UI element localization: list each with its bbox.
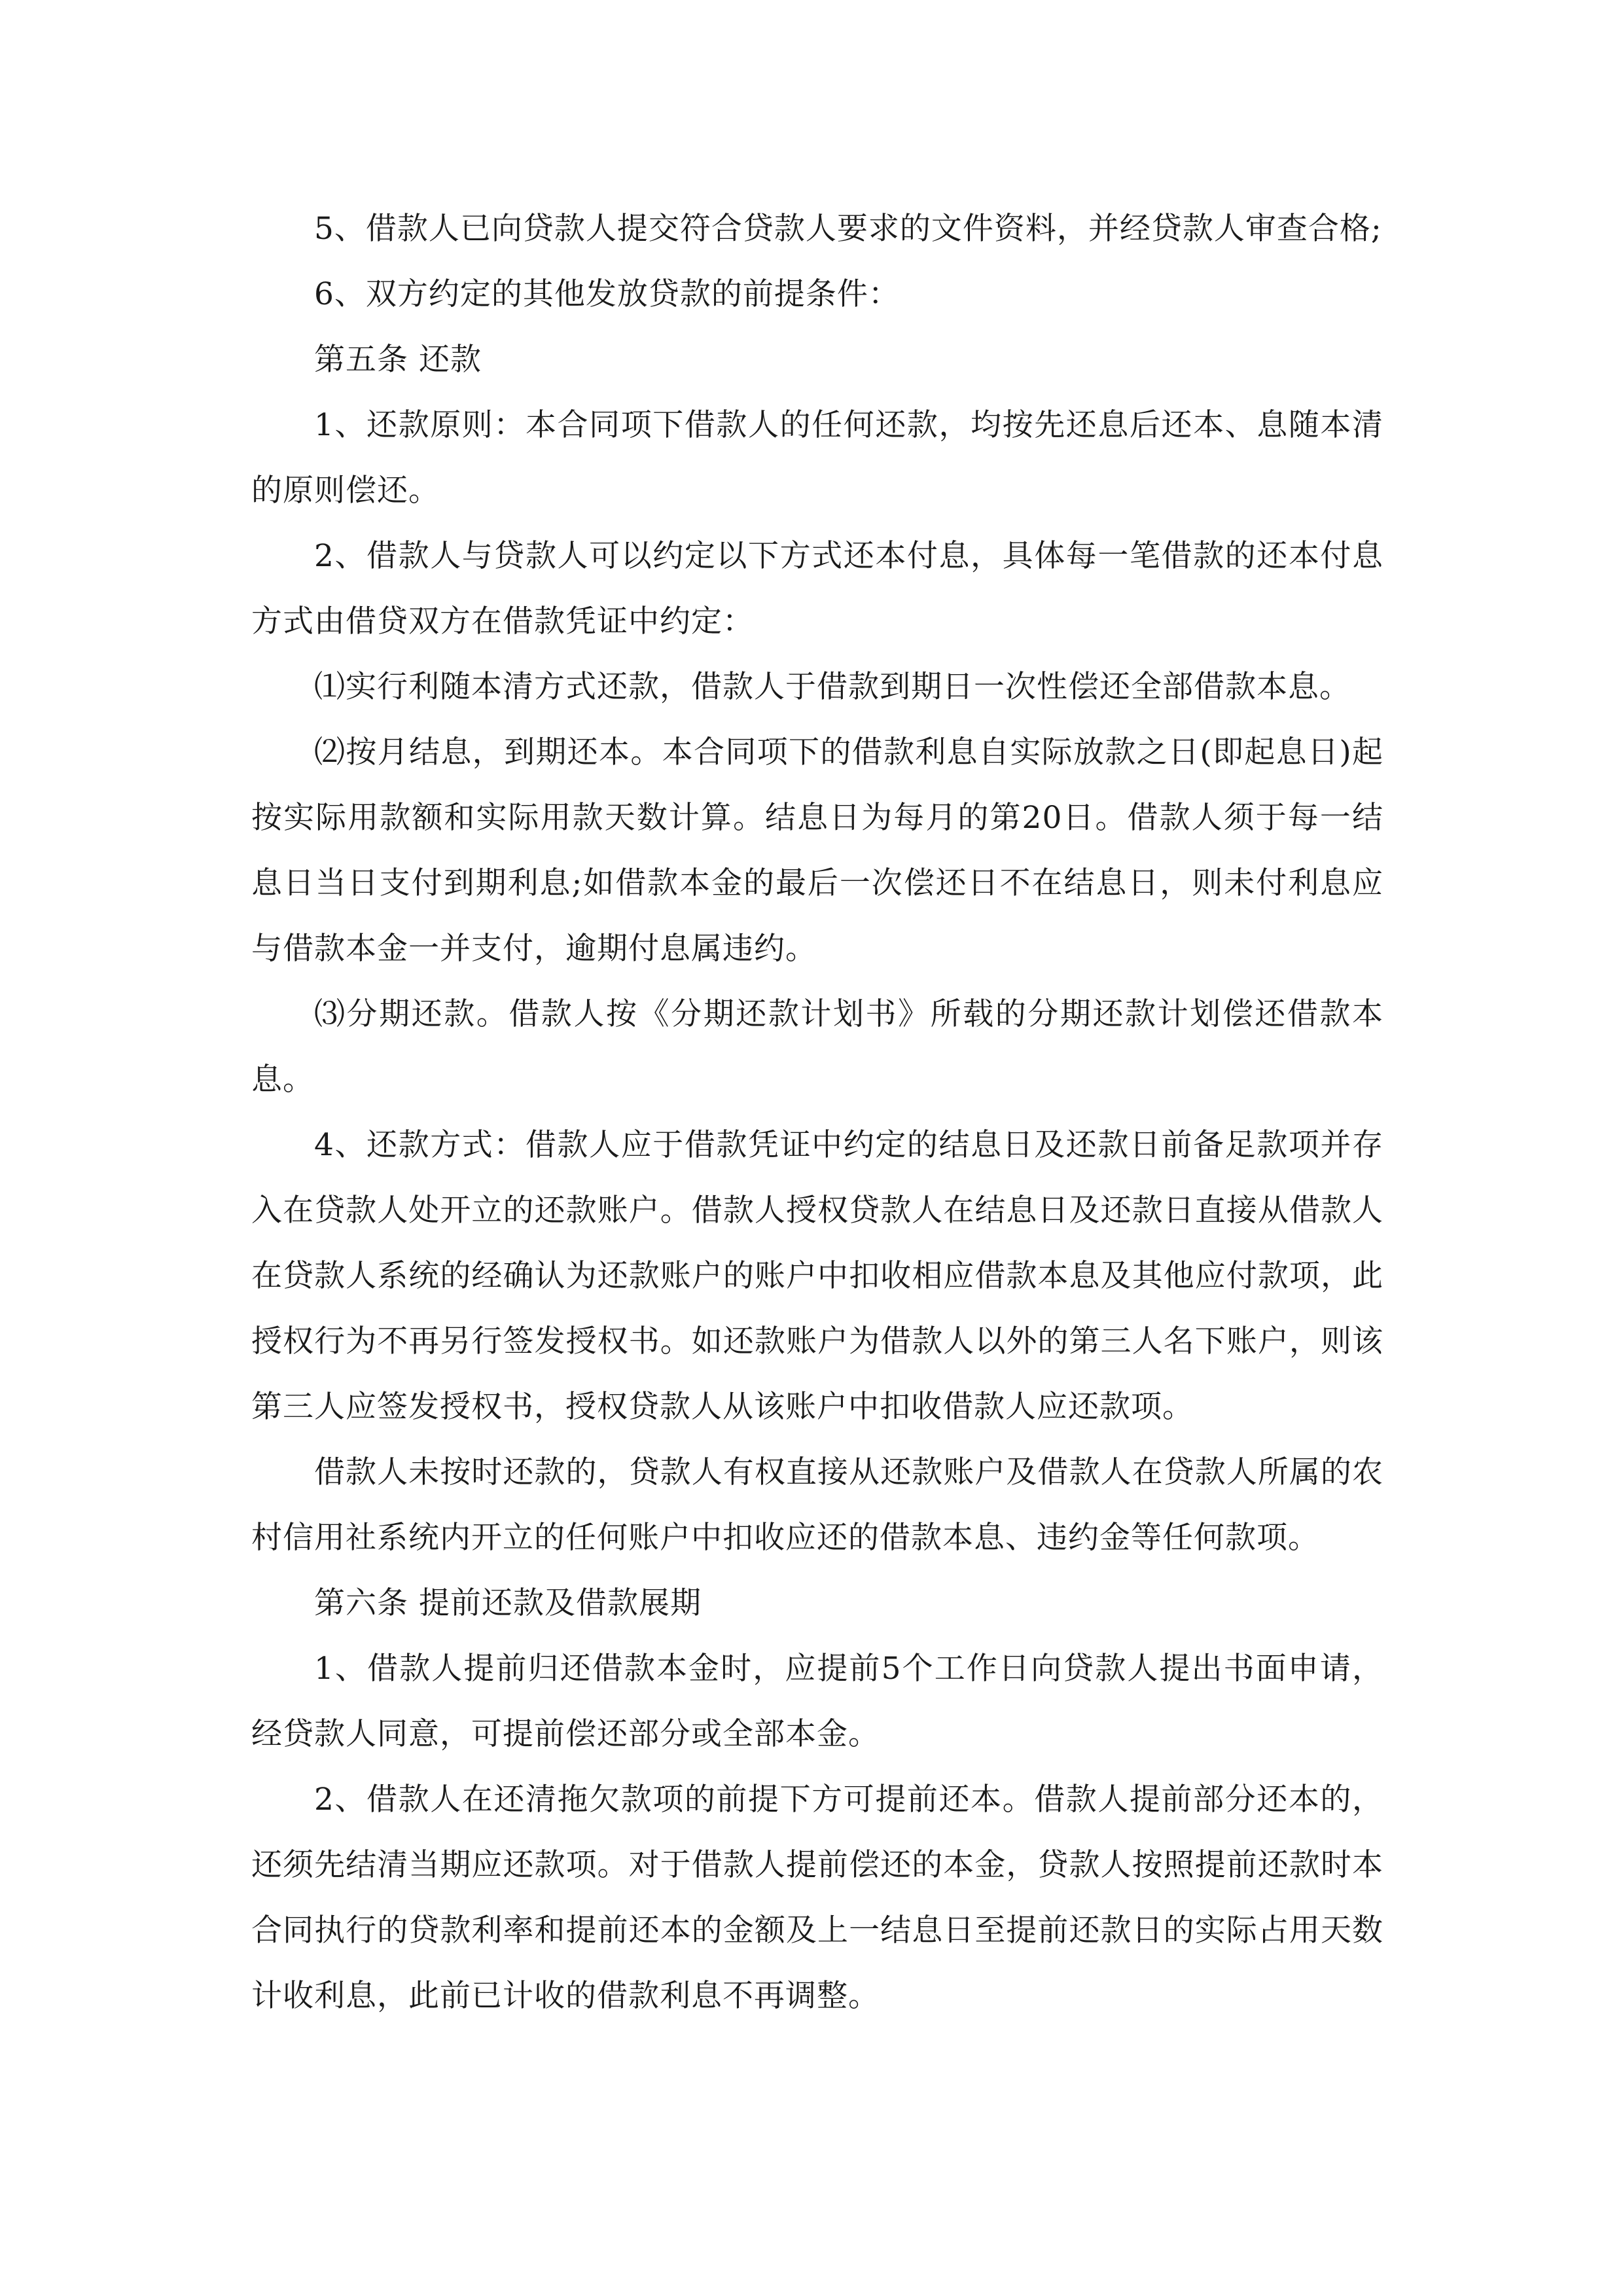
- article-5-item-2-option-1: ⑴实行利随本清方式还款，借款人于借款到期日一次性偿还全部借款本息。: [314, 669, 1351, 705]
- article-5-item-2-option-3: ⑶分期还款。借款人按《分期还款计划书》所载的分期还款计划偿还借款本息。: [251, 996, 1383, 1098]
- document-body: [251, 196, 1383, 2029]
- article-5-item-1: 1、还款原则：本合同项下借款人的任何还款，均按先还息后还本、息随本清的原则偿还。: [251, 407, 1383, 509]
- article-5-late-payment: 借款人未按时还款的，贷款人有权直接从还款账户及借款人在贷款人所属的农村信用社系统内开立的任何账户中扣收应还的借款本息、违约金等任何款项。: [251, 1454, 1383, 1556]
- article-5-heading: 第五条 还款: [314, 342, 482, 378]
- clause-4-item-5: 5、借款人已向贷款人提交符合贷款人要求的文件资料，并经贷款人审查合格;: [314, 211, 1382, 247]
- article-6-heading: 第六条 提前还款及借款展期: [314, 1585, 702, 1621]
- article-5-item-2: 2、借款人与贷款人可以约定以下方式还本付息，具体每一笔借款的还本付息方式由借贷双方在借款凭证中约定：: [251, 538, 1383, 639]
- article-6-item-1: 1、借款人提前归还借款本金时，应提前5个工作日向贷款人提出书面申请，经贷款人同意，可提前偿还部分或全部本金。: [251, 1651, 1383, 1752]
- article-5-item-2-option-2: ⑵按月结息，到期还本。本合同项下的借款利息自实际放款之日(即起息日)起按实际用款额和实际用款天数计算。结息日为每月的第20日。借款人须于每一结息日当日支付到期利息;如借款本金的最后一次偿还日不在结息日，则未付利息应与借款本金一并支付，逾期付息属违约。: [251, 734, 1383, 967]
- article-5-item-4: 4、还款方式：借款人应于借款凭证中约定的结息日及还款日前备足款项并存入在贷款人处开立的还款账户。借款人授权贷款人在结息日及还款日直接从借款人在贷款人系统的经确认为还款账户的账户中扣收相应借款本息及其他应付款项，此授权行为不再另行签发授权书。如还款账户为借款人以外的第三人名下账户，则该第三人应签发授权书，授权贷款人从该账户中扣收借款人应还款项。: [251, 1127, 1383, 1425]
- article-6-item-2: 2、借款人在还清拖欠款项的前提下方可提前还本。借款人提前部分还本的，还须先结清当期应还款项。对于借款人提前偿还的本金，贷款人按照提前还款时本合同执行的贷款利率和提前还本的金额及上一结息日至提前还款日的实际占用天数计收利息，此前已计收的借款利息不再调整。: [251, 1782, 1383, 2014]
- clause-4-item-6: 6、双方约定的其他发放贷款的前提条件：: [314, 276, 900, 312]
